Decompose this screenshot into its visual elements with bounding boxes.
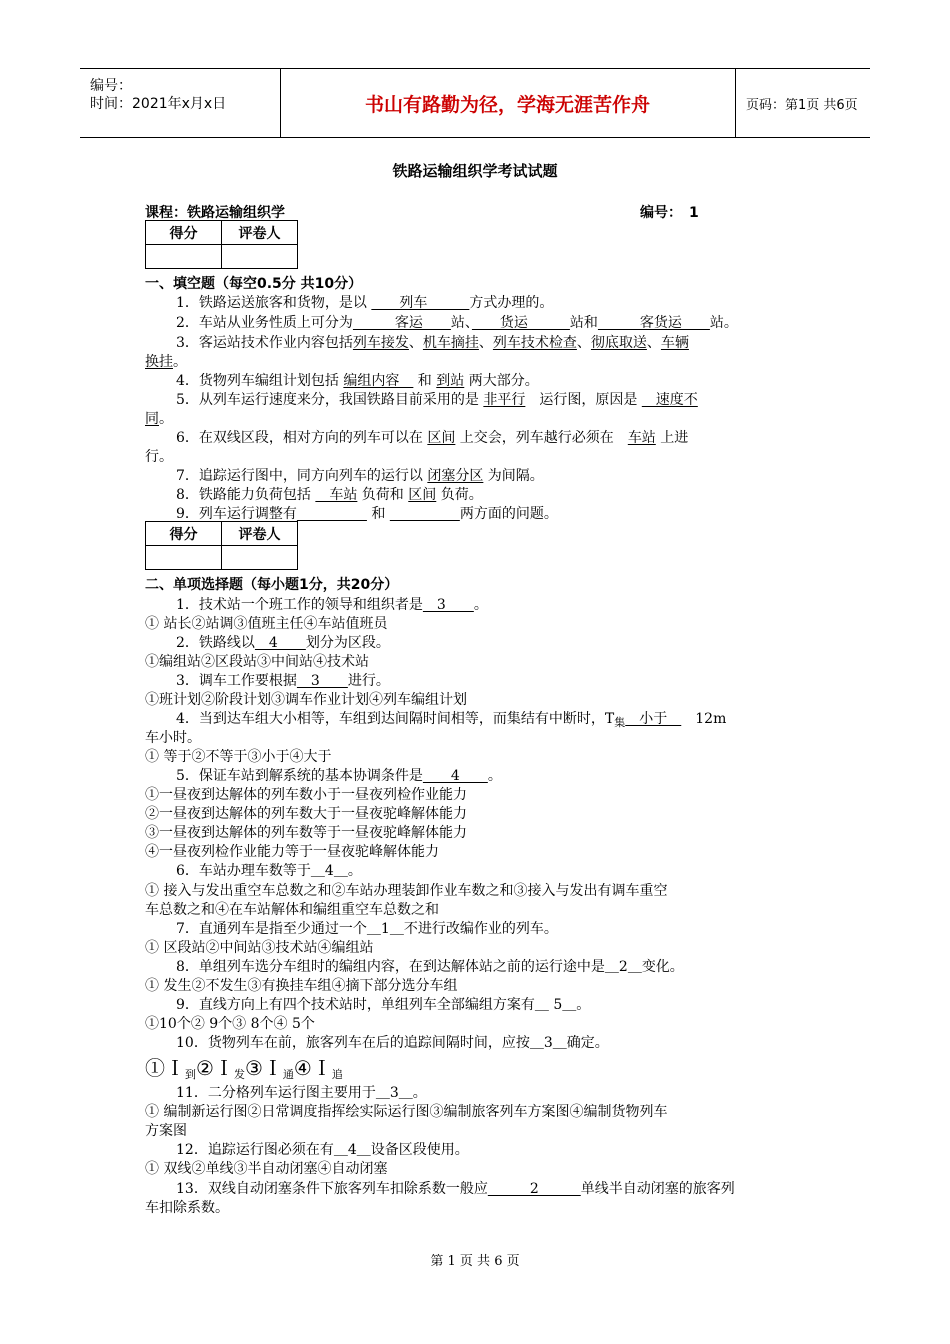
section1-heading: 一、填空题（每空0.5分 共10分） <box>145 276 363 292</box>
code-label: 编号： 1 <box>640 205 699 221</box>
choice-q6-options-cont: 车总数之和④在车站解体和编组重空车总数之和 <box>145 902 439 918</box>
grader-header: 评卷人 <box>222 221 298 245</box>
score-table-2 <box>145 521 298 570</box>
choice-q4: 4．当到达车组大小相等，车组到达间隔时间相等，而集结有中断时，$T_集$ 小于 12m <box>176 711 727 729</box>
score-header: 得分 <box>146 221 222 245</box>
choice-q11-options-cont: 方案图 <box>145 1123 187 1139</box>
score-header: 得分 <box>146 522 222 546</box>
choice-q5-option4: ④一昼夜列检作业能力等于一昼夜驼峰解体能力 <box>145 844 439 860</box>
choice-q11-options: ① 编制新运行图②日常调度指挥绘实际运行图③编制旅客列车方案图④编制货物列车 <box>145 1104 668 1120</box>
choice-q2: 2．铁路线以 4 划分为区段。 <box>176 635 390 651</box>
grader-cell[interactable] <box>222 546 298 570</box>
header-table <box>80 68 870 138</box>
section2-heading: 二、单项选择题（每小题1分，共20分） <box>145 577 399 593</box>
page-title: 铁路运输组织学考试试题 <box>392 162 558 180</box>
grader-cell[interactable] <box>222 245 298 269</box>
fill-q3-cont: 换挂。 <box>145 354 187 370</box>
choice-q6-options: ① 接入与发出重空车总数之和②车站办理装卸作业车数之和③接入与发出有调车重空 <box>145 883 668 899</box>
choice-q6: 6．车站办理车数等于＿4＿。 <box>176 863 362 879</box>
choice-q4-options: ① 等于②不等于③小于④大于 <box>145 749 332 765</box>
course-label: 课程：铁路运输组织学 <box>145 205 285 221</box>
choice-q5: 5．保证车站到解系统的基本协调条件是 4 。 <box>176 768 502 784</box>
score-table-1 <box>145 220 298 269</box>
page-footer: 第 1 页 共 6 页 <box>430 1254 520 1269</box>
fill-q8: 8．铁路能力负荷包括 车站 负荷和 区间 负荷。 <box>176 487 483 503</box>
choice-q12-options: ① 双线②单线③半自动闭塞④自动闭塞 <box>145 1161 388 1177</box>
fill-q7: 7．追踪运行图中，同方向列车的运行以 闭塞分区 为间隔。 <box>176 468 544 484</box>
header-meta <box>80 69 281 137</box>
fill-q6-cont: 行。 <box>145 449 173 465</box>
choice-q7: 7．直通列车是指至少通过一个＿1＿不进行改编作业的列车。 <box>176 921 558 937</box>
choice-q9: 9．直线方向上有四个技术站时，单组列车全部编组方案有＿ 5＿。 <box>176 997 591 1013</box>
choice-q2-options: ①编组站②区段站③中间站④技术站 <box>145 654 369 670</box>
choice-q13-cont: 车扣除系数。 <box>145 1200 229 1216</box>
score-cell[interactable] <box>146 245 222 269</box>
choice-q3-options: ①班计划②阶段计划③调车作业计划④列车编组计划 <box>145 692 467 708</box>
fill-q6: 6．在双线区段，相对方向的列车可以在 区间 上交会，列车越行必须在 车站 上进 <box>176 430 689 446</box>
choice-q1-options: ① 站长②站调③值班主任④车站值班员 <box>145 616 388 632</box>
grader-header: 评卷人 <box>222 522 298 546</box>
choice-q12: 12．追踪运行图必须在有＿4＿设备区段使用。 <box>176 1142 469 1158</box>
choice-q8: 8．单组列车选分车组时的编组内容，在到达解体站之前的运行途中是＿2＿变化。 <box>176 959 684 975</box>
choice-q5-option2: ②一昼夜到达解体的列车数大于一昼夜驼峰解体能力 <box>145 806 467 822</box>
choice-q7-options: ① 区段站②中间站③技术站④编组站 <box>145 940 374 956</box>
choice-q11: 11．二分格列车运行图主要用于＿3＿。 <box>176 1085 427 1101</box>
choice-q3: 3．调车工作要根据 3 进行。 <box>176 673 390 689</box>
motto: 书山有路勤为径，学海无涯苦作舟 <box>280 69 736 137</box>
choice-q10: 10．货物列车在前，旅客列车在后的追踪间隔时间，应按＿3＿确定。 <box>176 1035 609 1051</box>
choice-q1: 1．技术站一个班工作的领导和组织者是 3 。 <box>176 597 488 613</box>
fill-q3: 3．客运站技术作业内容包括列车接发、机车摘挂、列车技术检查、彻底取送、车辆 <box>176 335 689 351</box>
choice-q4-cont: 车小时。 <box>145 730 201 746</box>
choice-q5-option3: ③一昼夜到达解体的列车数等于一昼夜驼峰解体能力 <box>145 825 467 841</box>
fill-q4: 4．货物列车编组计划包括 编组内容 和 到站 两大部分。 <box>176 373 539 389</box>
fill-q5-cont: 同。 <box>145 411 173 427</box>
number-label: 编号： <box>90 78 132 94</box>
choice-q13: 13．双线自动闭塞条件下旅客列车扣除系数一般应 2 单线半自动闭塞的旅客列 <box>176 1181 735 1197</box>
choice-q10-options: ①Ｉ$_到$②Ｉ$_发$③Ｉ$_通$④Ｉ$_追$ <box>145 1056 343 1081</box>
fill-q2: 2．车站从业务性质上可分为 客运 站、 货运 站和 客货运 站。 <box>176 315 738 331</box>
fill-q5: 5．从列车运行速度来分，我国铁路目前采用的是 非平行 运行图，原因是 速度不 <box>176 392 698 408</box>
fill-q1: 1．铁路运送旅客和货物，是以 列车 方式办理的。 <box>176 295 554 311</box>
time-label: 时间：2021年x月x日 <box>90 96 227 112</box>
page-info: 页码：第1页 共6页 <box>746 97 858 113</box>
choice-q5-option1: ①一昼夜到达解体的列车数小于一昼夜列检作业能力 <box>145 787 467 803</box>
choice-q9-options: ①10个② 9个③ 8个④ 5个 <box>145 1016 315 1032</box>
fill-q9: 9．列车运行调整有 和 两方面的问题。 <box>176 506 558 522</box>
choice-q8-options: ① 发生②不发生③有换挂车组④摘下部分选分车组 <box>145 978 458 994</box>
score-cell[interactable] <box>146 546 222 570</box>
